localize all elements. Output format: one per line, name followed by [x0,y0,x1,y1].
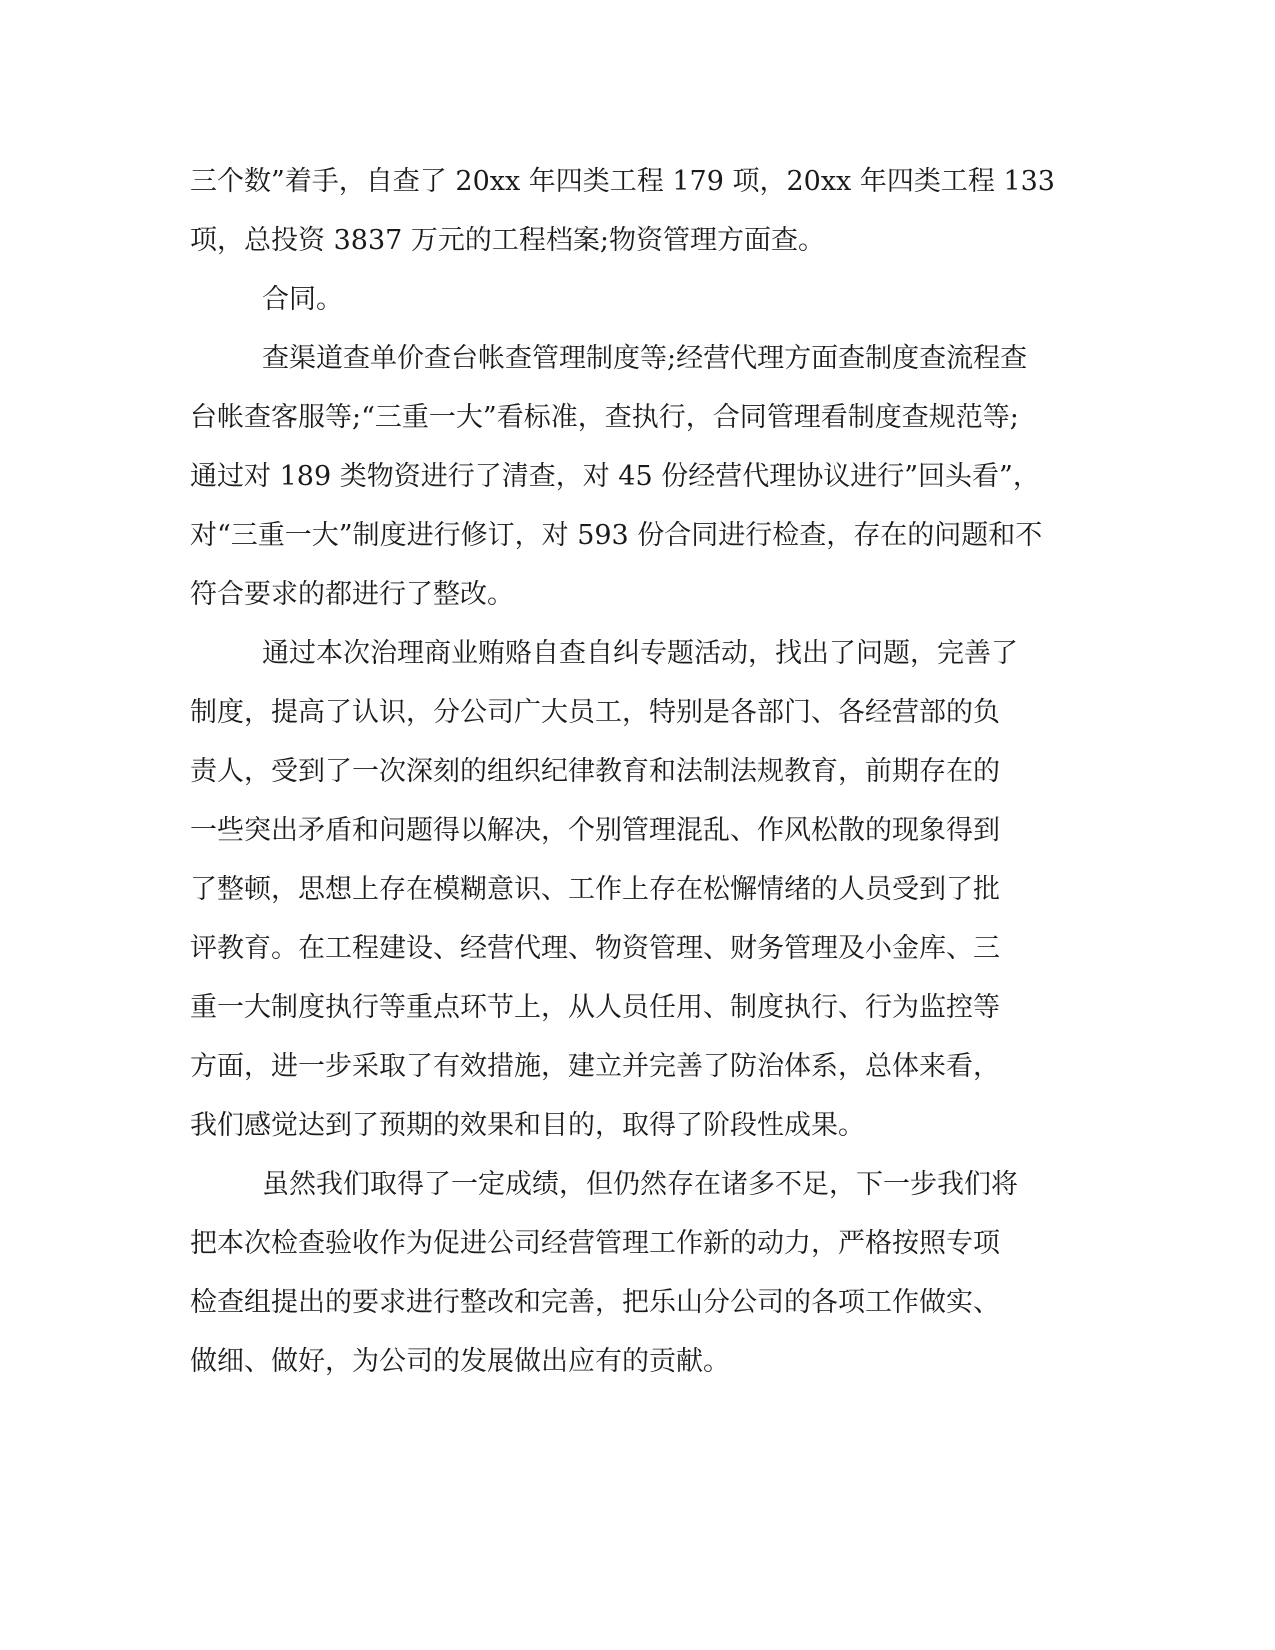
text-line: 重一大制度执行等重点环节上，从人员任用、制度执行、行为监控等 [190,992,1000,1023]
text-line: 了整顿，思想上存在模糊意识、工作上存在松懈情绪的人员受到了批 [190,874,1000,905]
text-line: 通过对 189 类物资进行了清查，对 45 份经营代理协议进行”回头看”， [190,461,1040,492]
text-line: 责人，受到了一次深刻的组织纪律教育和法制法规教育，前期存在的 [190,756,1000,787]
document-body [190,0,1090,1650]
text-line: 项，总投资 3837 万元的工程档案;物资管理方面查。 [190,225,825,256]
text-line: 符合要求的都进行了整改。 [190,579,514,610]
text-line: 方面，进一步采取了有效措施，建立并完善了防治体系，总体来看， [190,1051,1000,1082]
text-line: 台帐查客服等;“三重一大”看标准，查执行，合同管理看制度查规范等; [190,402,1019,433]
text-line: 检查组提出的要求进行整改和完善，把乐山分公司的各项工作做实、 [190,1287,1000,1318]
text-line: 把本次检查验收作为促进公司经营管理工作新的动力，严格按照专项 [190,1228,1000,1259]
text-line: 评教育。在工程建设、经营代理、物资管理、财务管理及小金库、三 [190,933,1000,964]
text-line: 三个数”着手，自查了 20xx 年四类工程 179 项，20xx 年四类工程 133 [190,166,1055,197]
text-line: 查渠道查单价查台帐查管理制度等;经营代理方面查制度查流程查 [262,343,1028,374]
text-line: 做细、做好，为公司的发展做出应有的贡献。 [190,1346,730,1377]
text-line: 虽然我们取得了一定成绩，但仍然存在诸多不足，下一步我们将 [262,1169,1018,1200]
text-line: 对“三重一大”制度进行修订，对 593 份合同进行检查，存在的问题和不 [190,520,1043,551]
text-line: 通过本次治理商业贿赂自查自纠专题活动，找出了问题，完善了 [262,638,1018,669]
text-line: 我们感觉达到了预期的效果和目的，取得了阶段性成果。 [190,1110,865,1141]
text-line: 制度，提高了认识，分公司广大员工，特别是各部门、各经营部的负 [190,697,1000,728]
text-line: 合同。 [262,284,343,315]
text-line: 一些突出矛盾和问题得以解决，个别管理混乱、作风松散的现象得到 [190,815,1000,846]
